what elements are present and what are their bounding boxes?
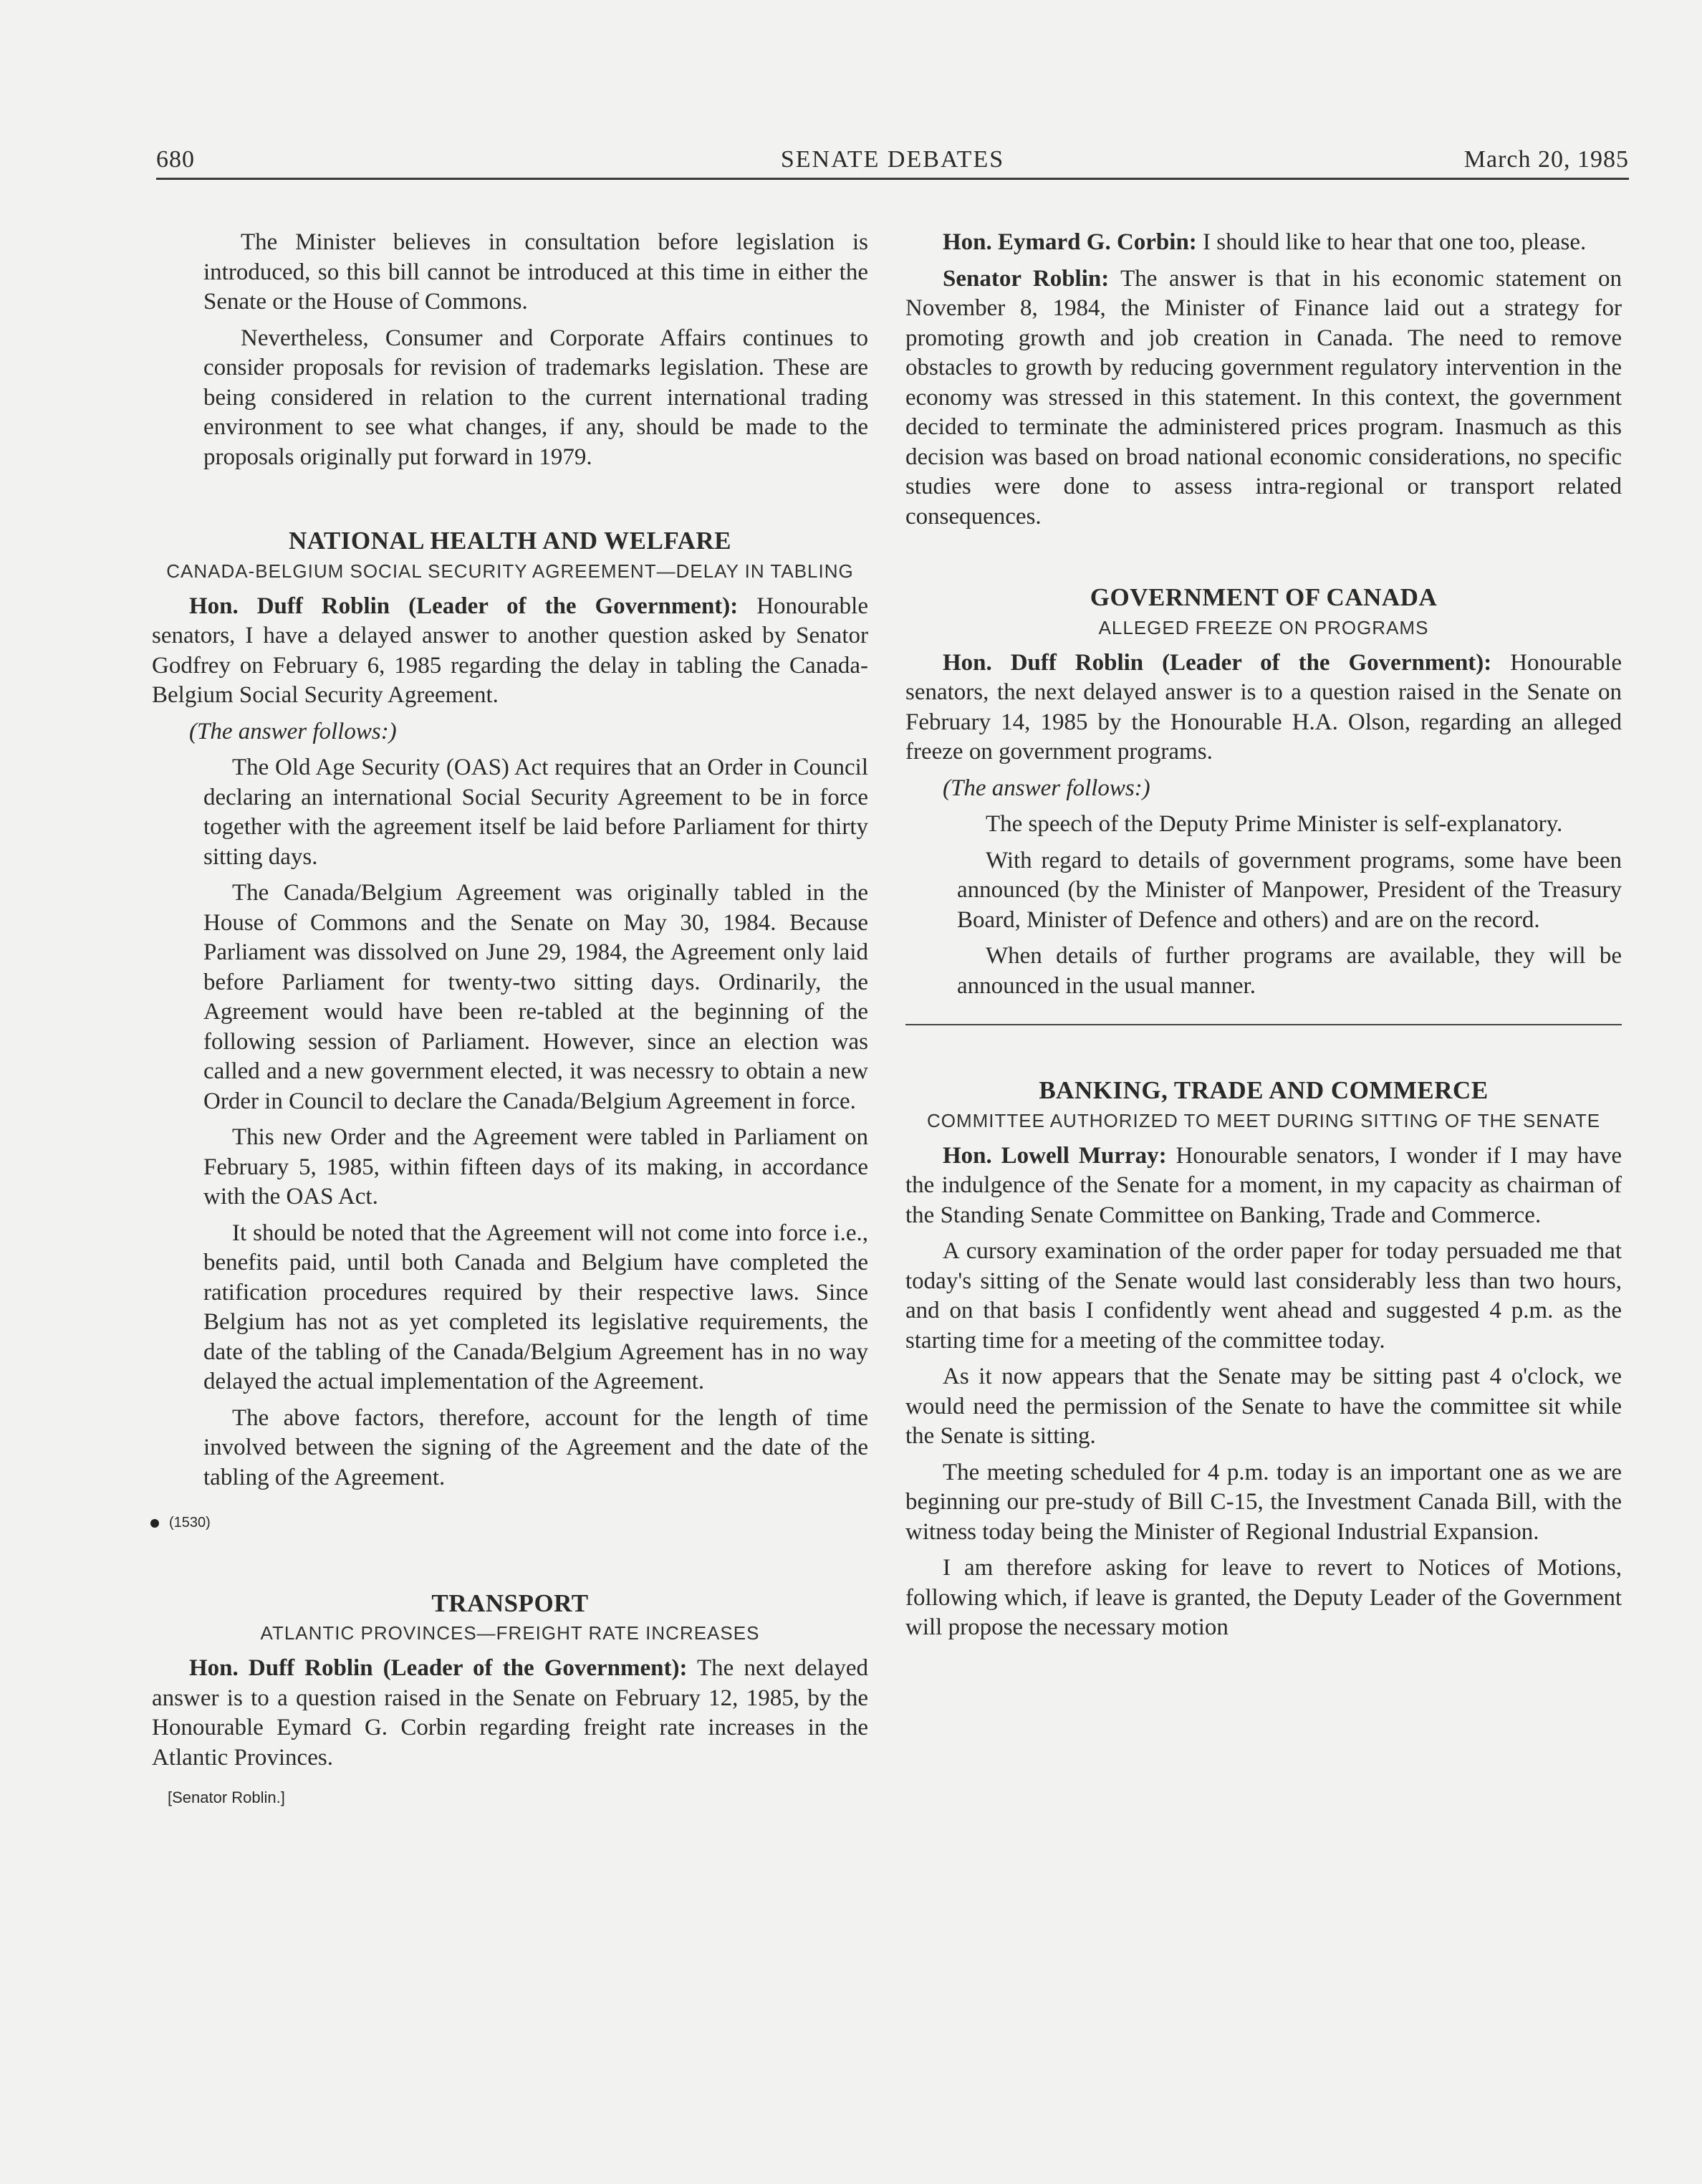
left-column	[152, 228, 868, 1813]
speech-text: Honourable senators, the next delayed answer is to a question raised in the Senate on February 14, 1985 by the Honourable H.A. Olson, regarding an alleged freeze on government programs.	[905, 649, 1622, 765]
page-date: March 20, 1985	[1463, 146, 1629, 173]
section-heading: TRANSPORT	[431, 1589, 589, 1617]
speech-paragraph	[905, 264, 1622, 532]
paragraph: I am therefore asking for leave to revert to Notices of Motions, following which, if leave is granted, the Deputy Leader of the Government will propose the necessary motion	[905, 1555, 1622, 1640]
speech-text: Honourable senators, I have a delayed answer to another question asked by Senator Godfrey on February 6, 1985 regarding the delay in tabling the Canada-Belgium Social Security Agreement.	[152, 593, 868, 708]
speech-paragraph	[152, 592, 868, 711]
answer-paragraph: The Canada/Belgium Agreement was originally tabled in the House of Commons and the Senate on May 30, 1984. Because Parliament was dissolved on June 29, 1984, the Agreement only laid before Parliament for twenty-two sitting days. Ordinarily, the Agreement would have been re-tabled at the beginning of the following session of Parliament. However, since an election was called and a new government elected, it was necessry to obtain a new Order in Council to declare the Canada/Belgium Agreement in force.	[203, 880, 868, 1114]
time-marker: (1530)	[150, 1508, 868, 1538]
page-header	[156, 146, 1629, 178]
speaker-name: Senator Roblin:	[943, 265, 1110, 292]
answer-paragraph: The above factors, therefore, account for the length of time involved between the signing of the Agreement and the date of the tabling of the Agreement.	[203, 1404, 868, 1490]
speaker-name: Hon. Duff Roblin (Leader of the Government):	[189, 593, 739, 619]
paragraph: The meeting scheduled for 4 p.m. today is an important one as we are beginning our pre-study of Bill C-15, the Investment Canada Bill, with the witness today being the Minister of Regional Industrial Expansion.	[905, 1459, 1622, 1545]
section-subheading: ATLANTIC PROVINCES—FREIGHT RATE INCREASES	[260, 1622, 760, 1644]
answer-paragraph: The speech of the Deputy Prime Minister is self-explanatory.	[986, 811, 1563, 837]
answer-paragraph: When details of further programs are available, they will be announced in the usual manner.	[957, 943, 1622, 999]
speaker-name: Hon. Duff Roblin (Leader of the Government):	[943, 649, 1492, 676]
speaker-name: Hon. Lowell Murray:	[943, 1142, 1167, 1169]
right-column	[905, 228, 1622, 1649]
paragraph: As it now appears that the Senate may be sitting past 4 o'clock, we would need the permission of the Senate to have the committee sit while the Senate is sitting.	[905, 1364, 1622, 1449]
answer-paragraph: This new Order and the Agreement were tabled in Parliament on February 5, 1985, within fifteen days of its making, in accordance with the OAS Act.	[203, 1124, 868, 1210]
section-heading: NATIONAL HEALTH AND WELFARE	[288, 527, 732, 555]
header-rule	[156, 178, 1629, 180]
speaker-name: Hon. Duff Roblin (Leader of the Government):	[189, 1655, 688, 1681]
speech-paragraph	[905, 228, 1622, 258]
section-subheading: COMMITTEE AUTHORIZED TO MEET DURING SITTING OF THE SENATE	[926, 1109, 1601, 1131]
answer-paragraph: It should be noted that the Agreement will not come into force i.e., benefits paid, until both Canada and Belgium have completed the ratification procedures required by their respective laws. Since Belgium has not as yet completed its legislative requirements, the date of the tabling of the Canada/Belgium Agreement has in no way delayed the actual implementation of the Agreement.	[203, 1220, 868, 1394]
paragraph: A cursory examination of the order paper for today persuaded me that today's sitting of the Senate would last considerably less than two hours, and on that basis I confidently went ahead and suggested 4 p.m. as the starting time for a meeting of the committee today.	[905, 1238, 1622, 1354]
speech-paragraph	[905, 648, 1622, 767]
answer-intro: (The answer follows:)	[189, 718, 397, 744]
bullet-icon	[150, 1519, 159, 1528]
running-footer: [Senator Roblin.]	[168, 1788, 285, 1806]
speaker-name: Hon. Eymard G. Corbin:	[943, 229, 1197, 255]
speech-text: Honourable senators, I wonder if I may have the indulgence of the Senate for a moment, in my capacity as chairman of the Standing Senate Committee on Banking, Trade and Commerce.	[905, 1142, 1622, 1228]
speech-paragraph	[152, 1654, 868, 1773]
page-number: 680	[156, 146, 195, 173]
section-heading: BANKING, TRADE AND COMMERCE	[1039, 1076, 1489, 1104]
publication-title: SENATE DEBATES	[780, 146, 1005, 173]
speech-text: I should like to hear that one too, please.	[1196, 229, 1587, 255]
section-heading: GOVERNMENT OF CANADA	[1090, 583, 1438, 611]
speech-paragraph	[905, 1141, 1622, 1231]
section-subheading: ALLEGED FREEZE ON PROGRAMS	[1098, 616, 1429, 638]
speech-text: The answer is that in his economic statement on November 8, 1984, the Minister of Finance laid out a strategy for promoting growth and job creation in Canada. The need to remove obstacles to growth by reducing government regulatory intervention in the economy was stressed in this statement. In this context, the government decided to terminate the administered prices program. Inasmuch as this decision was based on broad national economic considerations, no specific studies were done to assess intra-regional or transport related consequences.	[905, 265, 1622, 530]
answer-paragraph: The Old Age Security (OAS) Act requires that an Order in Council declaring an international Social Security Agreement to be in force together with the agreement itself be laid before Parliament for thirty sitting days.	[203, 755, 868, 870]
section-subheading: CANADA-BELGIUM SOCIAL SECURITY AGREEMENT—DELAY IN TABLING	[166, 560, 854, 582]
answer-intro: (The answer follows:)	[943, 775, 1150, 801]
paragraph: Nevertheless, Consumer and Corporate Affairs continues to consider proposals for revision of trademarks legislation. These are being considered in relation to the current international trading environment to see what changes, if any, should be made to the proposals originally put forward in 1979.	[203, 325, 868, 470]
answer-paragraph: With regard to details of government programs, some have been announced (by the Minister of Manpower, President of the Treasury Board, Minister of Defence and others) and are on the record.	[957, 847, 1622, 933]
speech-text: The next delayed answer is to a question raised in the Senate on February 12, 1985, by the Honourable Eymard G. Corbin regarding freight rate increases in the Atlantic Provinces.	[152, 1655, 868, 1771]
paragraph: The Minister believes in consultation before legislation is introduced, so this bill cannot be introduced at this time in either the Senate or the House of Commons.	[203, 229, 868, 315]
